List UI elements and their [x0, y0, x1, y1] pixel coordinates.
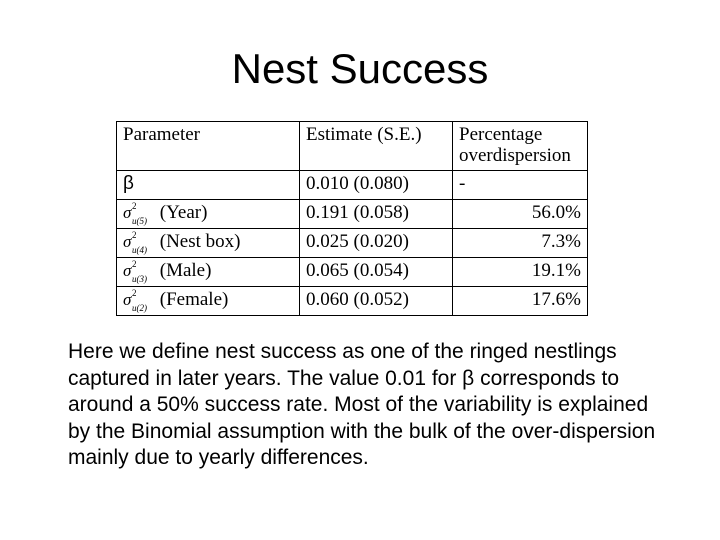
table-row	[117, 229, 588, 258]
header-percentage-line2: overdispersion	[459, 145, 571, 166]
table-row	[117, 258, 588, 287]
sigma-symbol: σ 2 u(3)	[123, 259, 147, 284]
variance-estimate-cell: 0.191 (0.058)	[300, 200, 453, 229]
variance-estimate-cell: 0.065 (0.054)	[300, 258, 453, 287]
sigma-symbol: σ 2 u(4)	[123, 230, 147, 255]
header-estimate: Estimate (S.E.)	[300, 122, 453, 171]
beta-estimate-cell: 0.010 (0.080)	[300, 171, 453, 200]
variance-parameter-cell	[117, 287, 300, 316]
variance-label: (Female)	[159, 289, 229, 310]
beta-symbol: β	[123, 173, 134, 194]
variance-parameter-cell	[117, 229, 300, 258]
sigma-symbol: σ 2 u(2)	[123, 288, 147, 313]
header-percentage-line1: Percentage	[459, 124, 543, 145]
variance-percentage-cell: 17.6%	[453, 287, 588, 316]
parameter-table	[116, 121, 588, 316]
beta-parameter-cell	[117, 171, 300, 200]
description-text: Here we define nest success as one of the ringed nestlings captured in later years. The value 0.01 for β corresponds to around a 50% success rate. Most of the variability is explained by the Binomial assumption with the bulk of the over-dispersion mainly due to yearly differences.	[68, 340, 656, 469]
variance-estimate-cell: 0.060 (0.052)	[300, 287, 453, 316]
variance-label: (Year)	[159, 202, 208, 223]
table-row-beta	[117, 171, 588, 200]
variance-percentage-cell: 19.1%	[453, 258, 588, 287]
beta-percentage-cell: -	[453, 171, 588, 200]
variance-parameter-cell	[117, 258, 300, 287]
sigma-symbol: σ 2 u(5)	[123, 201, 147, 226]
header-parameter: Parameter	[117, 122, 300, 171]
table-header-row	[117, 122, 588, 171]
variance-parameter-cell	[117, 200, 300, 229]
slide-title: Nest Success	[231, 45, 489, 92]
variance-estimate-cell: 0.025 (0.020)	[300, 229, 453, 258]
header-percentage	[453, 122, 588, 171]
variance-percentage-cell: 7.3%	[453, 229, 588, 258]
variance-label: (Male)	[159, 260, 212, 281]
table-row	[117, 200, 588, 229]
variance-percentage-cell: 56.0%	[453, 200, 588, 229]
variance-label: (Nest box)	[159, 231, 241, 252]
table-row	[117, 287, 588, 316]
